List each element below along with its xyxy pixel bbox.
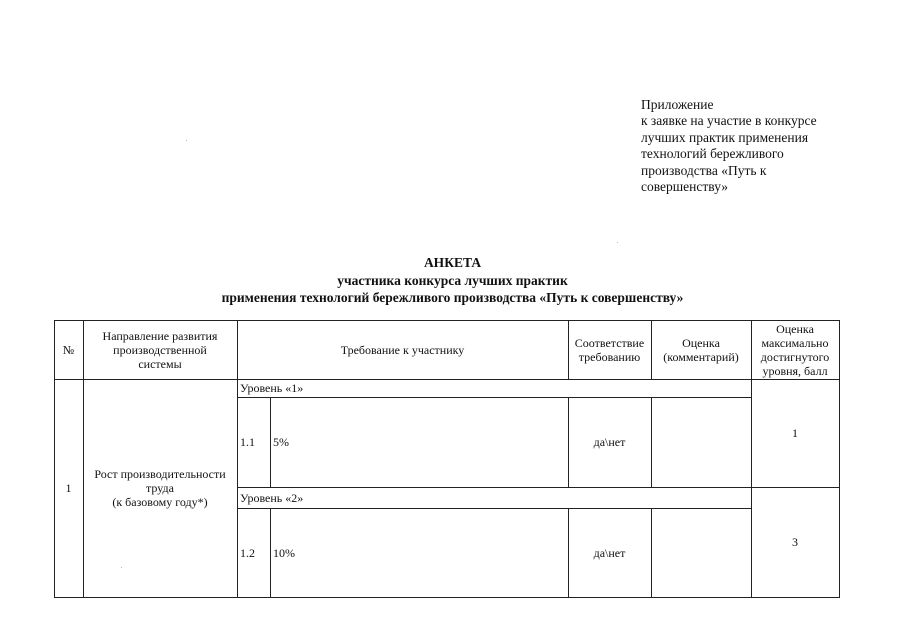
row-direction-line: (к базовому году*) bbox=[112, 495, 208, 509]
level-2-label: Уровень «2» bbox=[240, 490, 304, 505]
level-2-score: 3 bbox=[792, 535, 798, 549]
header-max-score bbox=[751, 320, 839, 379]
appendix-note bbox=[641, 97, 881, 195]
row-number: 1 bbox=[65, 481, 72, 495]
header-max-score-line: достигнутого bbox=[760, 349, 830, 364]
item-1-1-assessment bbox=[651, 397, 751, 487]
header-assessment bbox=[651, 320, 751, 379]
header-assessment-line: Оценка bbox=[682, 335, 720, 350]
header-compliance-line: требованию bbox=[578, 349, 641, 364]
level-1-score: 1 bbox=[792, 426, 798, 440]
header-max-score-line: максимально bbox=[761, 335, 829, 350]
header-direction-line: производственной bbox=[113, 342, 207, 357]
header-number: № bbox=[62, 342, 75, 357]
heading-subtitle-2: применения технологий бережливого производства «Путь к совершенству» bbox=[221, 290, 684, 305]
header-max-score-line: Оценка bbox=[776, 321, 814, 336]
appendix-line: производства «Путь к bbox=[641, 162, 767, 178]
appendix-line: лучших практик применения bbox=[641, 129, 809, 145]
level-1-label: Уровень «1» bbox=[240, 381, 304, 395]
item-1-1-compliance: да\нет bbox=[593, 435, 626, 449]
heading-title: АНКЕТА bbox=[423, 255, 482, 270]
appendix-line: Приложение bbox=[641, 97, 714, 112]
item-1-2-number: 1.2 bbox=[240, 545, 255, 560]
scan-speck bbox=[121, 567, 122, 568]
row-direction-line: Рост производительности bbox=[94, 467, 226, 481]
header-requirement: Требование к участнику bbox=[340, 342, 465, 357]
scan-speck bbox=[617, 242, 618, 243]
header-direction bbox=[83, 320, 237, 379]
item-1-1-number: 1.1 bbox=[240, 435, 255, 449]
document-heading bbox=[0, 254, 905, 307]
header-assessment-line: (комментарий) bbox=[663, 349, 739, 364]
header-compliance-line: Соответствие bbox=[574, 335, 645, 350]
item-1-2-text: 10% bbox=[273, 545, 295, 560]
header-direction-line: системы bbox=[138, 356, 182, 371]
header-max-score-line: уровня, балл bbox=[762, 363, 828, 378]
item-1-1-text: 5% bbox=[273, 435, 289, 449]
row-direction bbox=[83, 379, 237, 597]
scan-speck bbox=[186, 140, 187, 141]
header-compliance bbox=[568, 320, 651, 379]
row-direction-line: труда bbox=[146, 481, 174, 495]
appendix-line: к заявке на участие в конкурсе bbox=[641, 113, 817, 129]
appendix-line: технологий бережливого bbox=[641, 146, 784, 162]
item-1-2-assessment bbox=[651, 508, 751, 597]
header-direction-line: Направление развития bbox=[102, 328, 218, 343]
heading-subtitle: участника конкурса лучших практик bbox=[337, 272, 568, 288]
item-1-2-compliance: да\нет bbox=[593, 545, 626, 560]
appendix-line: совершенству» bbox=[641, 179, 729, 195]
